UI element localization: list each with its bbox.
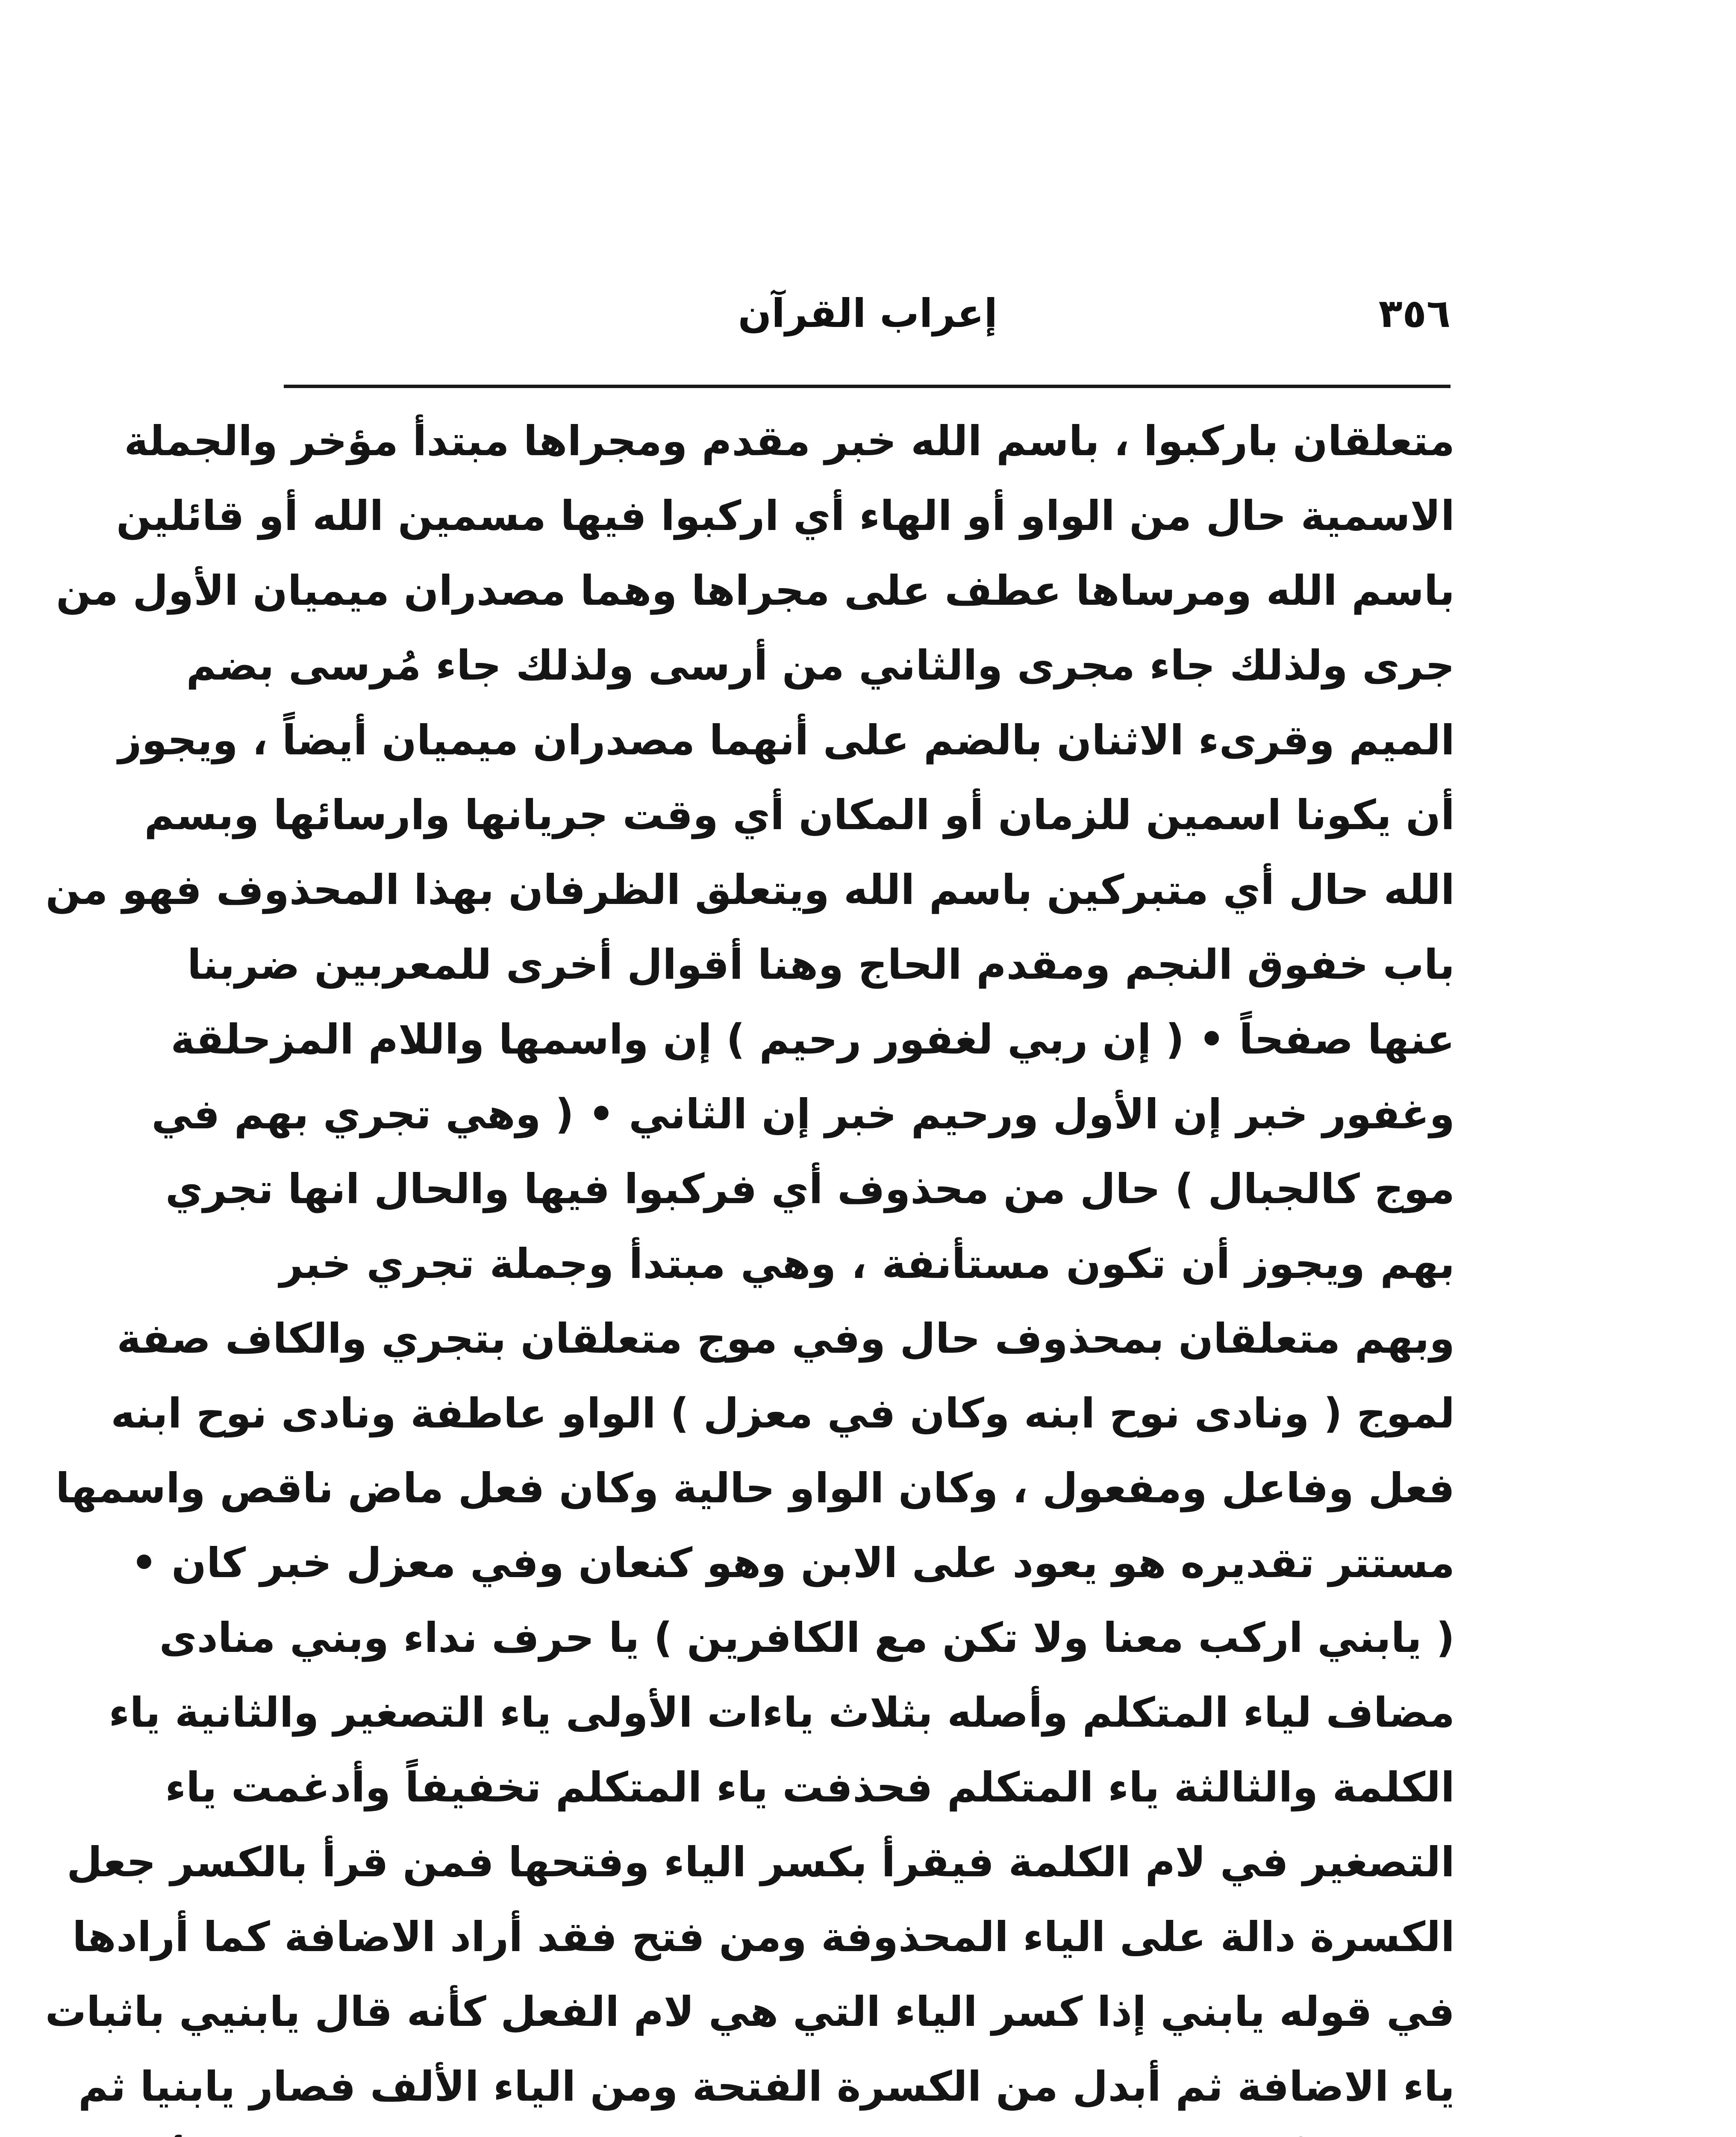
text-line: وبهم متعلقان بمحذوف حال وفي موج متعلقان بتجري والكاف صفة: [117, 1315, 1455, 1363]
text-line: متعلقان باركبوا ، باسم الله خبر مقدم ومجراها مبتدأ مؤخر والجملة: [124, 417, 1455, 465]
text-line: مضاف لياء المتكلم وأصله بثلاث ياءات الأولى ياء التصغير والثانية ياء: [109, 1689, 1455, 1737]
text-line: مستتر تقديره هو يعود على الابن وهو كنعان وفي معزل خبر كان •: [131, 1539, 1455, 1587]
page-number: ٣٥٦: [1378, 291, 1451, 336]
text-line: التصغير في لام الكلمة فيقرأ بكسر الياء وفتحها فمن قرأ بالكسر جعل: [66, 1838, 1455, 1886]
text-line: في قوله يابني إذا كسر الياء التي هي لام الفعل كأنه قال يابنيي باثبات: [45, 1988, 1455, 2036]
text-line: ياء الاضافة ثم أبدل من الكسرة الفتحة ومن الياء الألف فصار يابنيا ثم: [78, 2063, 1455, 2111]
text-line: ( يابني اركب معنا ولا تكن مع الكافرين ) يا حرف نداء وبني منادى: [159, 1614, 1455, 1662]
text-line: جرى ولذلك جاء مجرى والثاني من أرسى ولذلك جاء مُرسى بضم: [186, 642, 1455, 689]
text-line: [280, 2124, 1455, 2137]
text-line: باب خفوق النجم ومقدم الحاج وهنا أقوال أخرى للمعربين ضربنا: [187, 941, 1455, 989]
header-divider: [284, 385, 1451, 388]
text-line: الكلمة والثالثة ياء المتكلم فحذفت ياء المتكلم تخفيفاً وأدغمت ياء: [165, 1763, 1455, 1811]
text-line: فعل وفاعل ومفعول ، وكان الواو حالية وكان فعل ماض ناقص واسمها: [56, 1464, 1455, 1512]
text-line: الله حال أي متبركين باسم الله ويتعلق الظرفان بهذا المحذوف فهو من: [45, 866, 1455, 914]
text-line: الاسمية حال من الواو أو الهاء أي اركبوا فيها مسمين الله أو قائلين: [116, 492, 1455, 540]
text-line: أن يكونا اسمين للزمان أو المكان أي وقت جريانها وارسائها وبسم: [144, 791, 1455, 839]
text-line: لموج ( ونادى نوح ابنه وكان في معزل ) الواو عاطفة ونادى نوح ابنه: [111, 1389, 1455, 1437]
body-text: [45, 404, 1455, 2137]
text-line: عنها صفحاً • ( إن ربي لغفور رحيم ) إن واسمها واللام المزحلقة: [171, 1016, 1455, 1063]
text-line: بهم ويجوز أن تكون مستأنفة ، وهي مبتدأ وجملة تجري خبر: [280, 1240, 1455, 1288]
book-title: إعراب القرآن: [738, 291, 997, 336]
text-line: باسم الله ومرساها عطف على مجراها وهما مصدران ميميان الأول من: [56, 567, 1455, 615]
running-head: [284, 282, 1451, 350]
book-page: [2, 0, 1736, 2137]
text-line: وغفور خبر إن الأول ورحيم خبر إن الثاني • ( وهي تجري بهم في: [151, 1090, 1455, 1138]
text-line: موج كالجبال ) حال من محذوف أي فركبوا فيها والحال انها تجري: [165, 1165, 1455, 1213]
text-line: الميم وقرىء الاثنان بالضم على أنهما مصدران ميميان أيضاً ، ويجوز: [118, 716, 1455, 764]
text-line: الكسرة دالة على الياء المحذوفة ومن فتح فقد أراد الاضافة كما أرادها: [72, 1913, 1455, 1961]
